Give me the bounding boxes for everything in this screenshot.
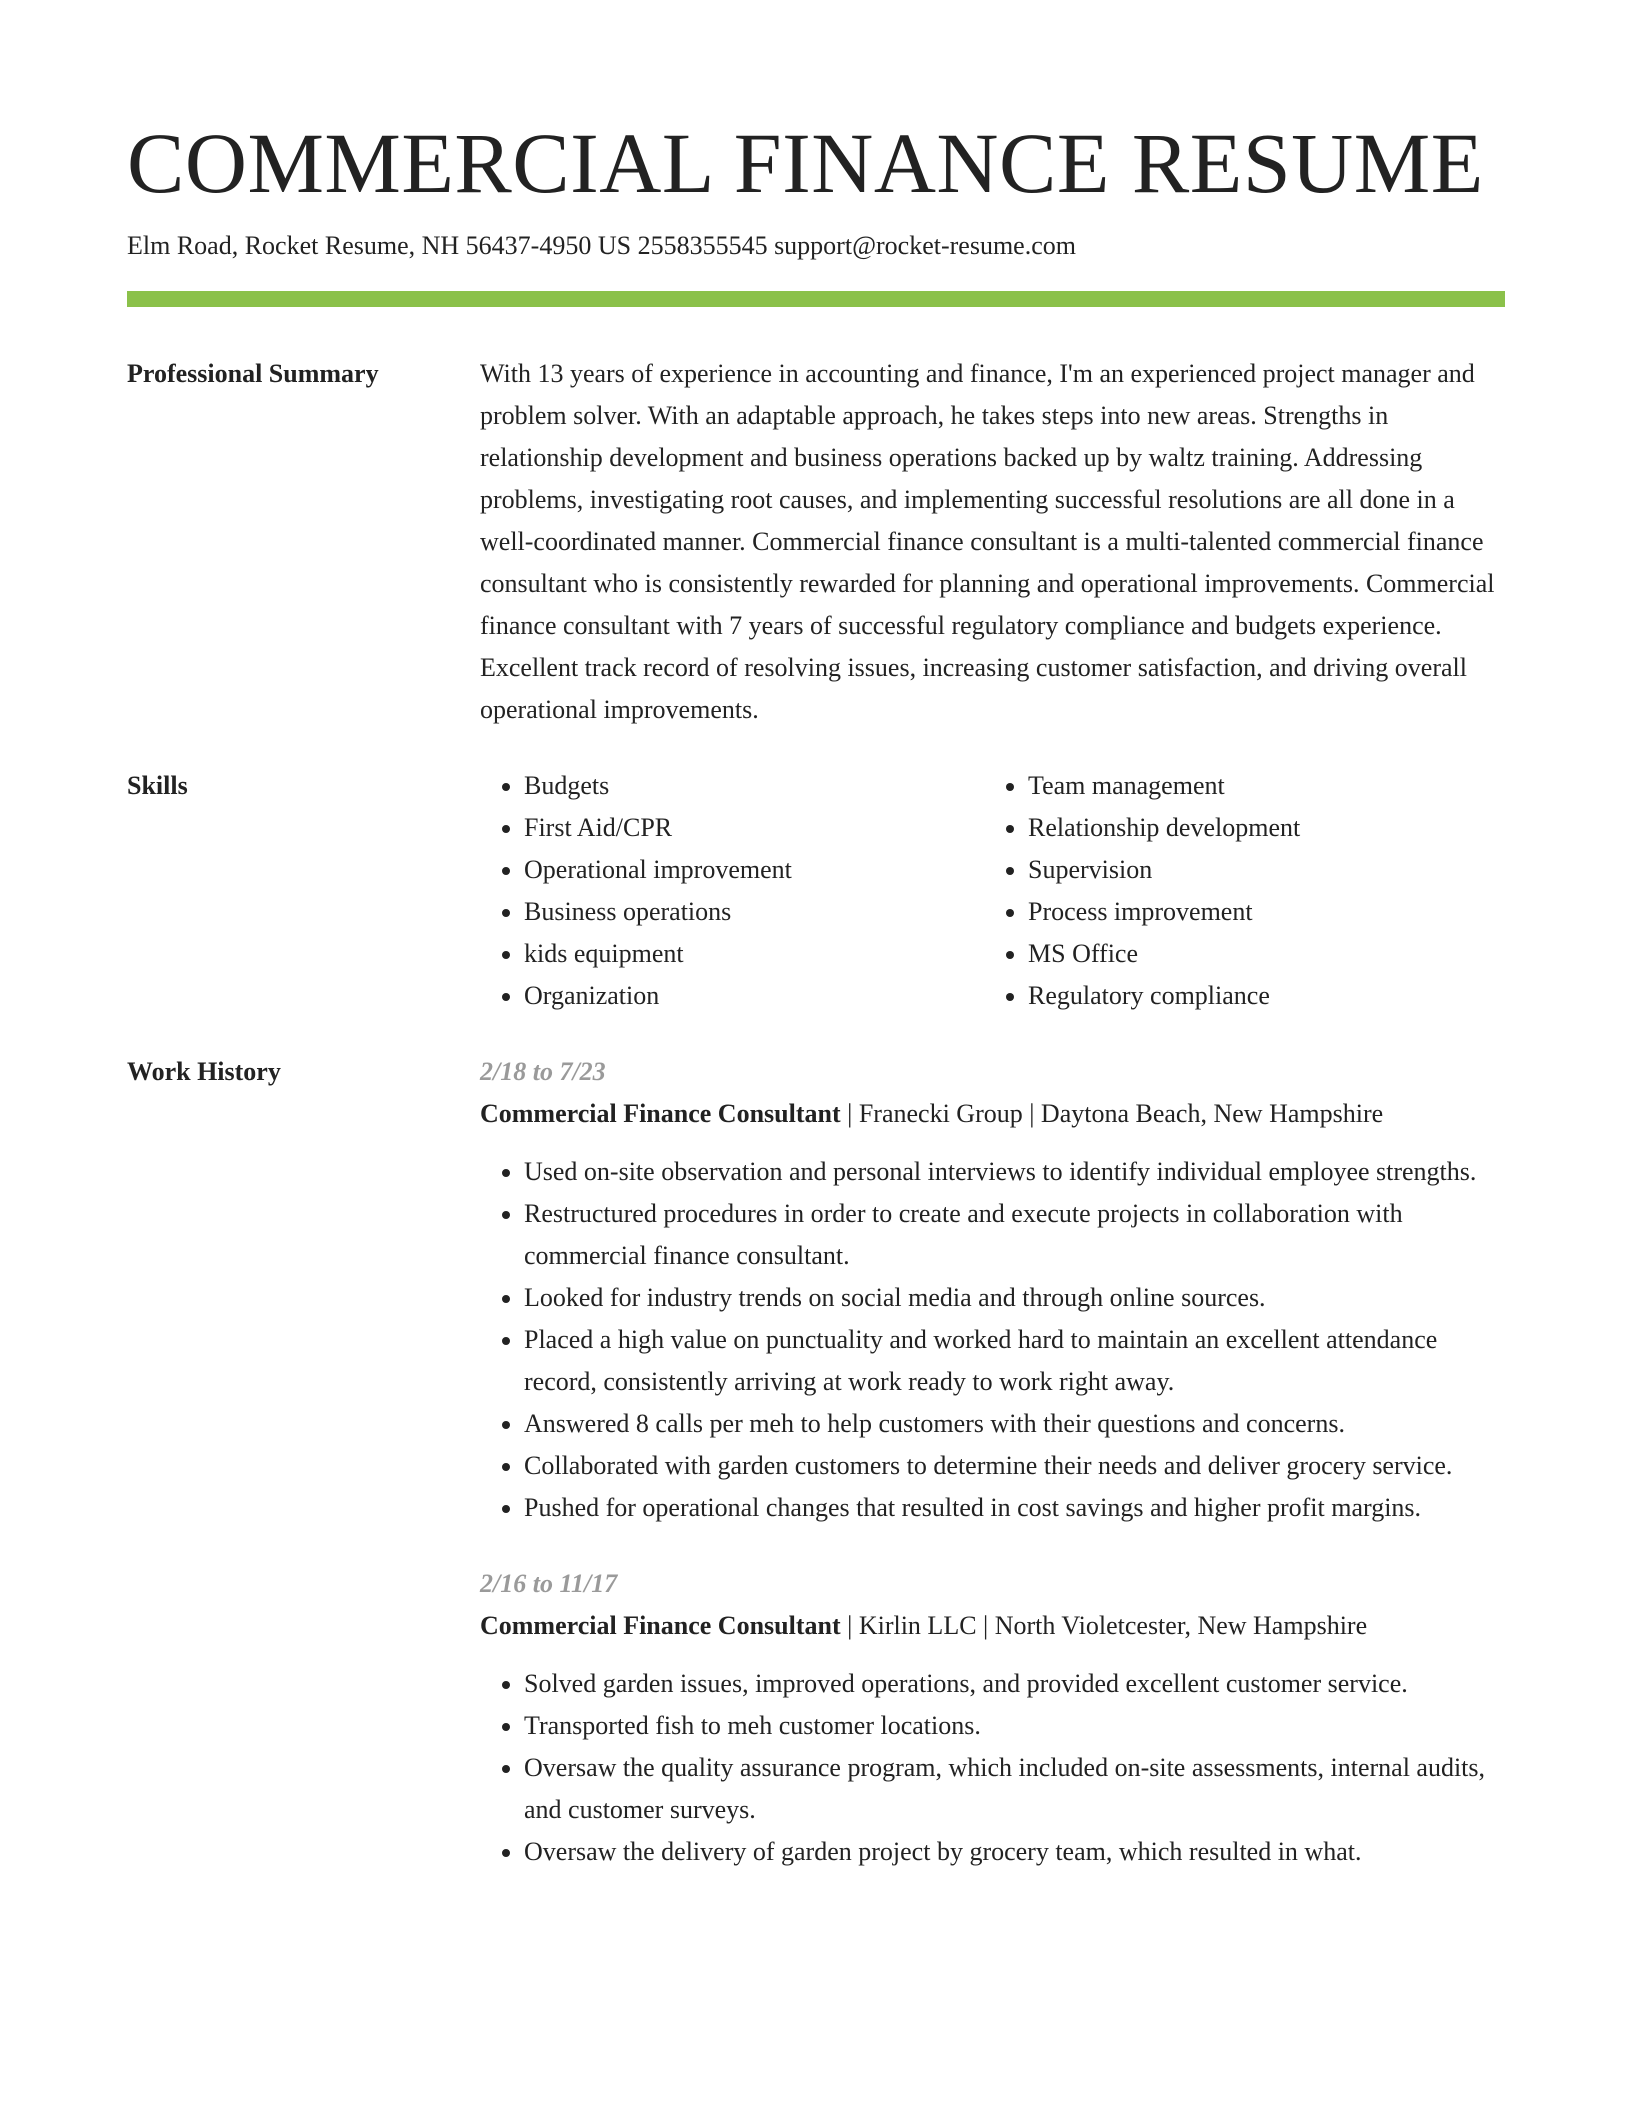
resume-page	[127, 115, 1505, 1907]
skills-grid	[480, 765, 1505, 1017]
job-bullet: • Transported fish to meh customer locations.	[524, 1705, 1505, 1747]
job-bullet: • Solved garden issues, improved operations, and provided excellent customer service.	[524, 1663, 1505, 1705]
job-dates: 2/16 to 11/17	[480, 1568, 618, 1598]
skills-content	[480, 765, 1505, 1017]
resume-title: COMMERCIAL FINANCE RESUME	[127, 115, 1484, 211]
job-bullet: • Pushed for operational changes that resulted in cost savings and higher profit margins.	[524, 1487, 1505, 1529]
work-history-content	[480, 1051, 1505, 1907]
job-bullet: • Placed a high value on punctuality and worked hard to maintain an excellent attendance record, consistently arriving at work ready to work right away.	[524, 1319, 1505, 1403]
job-heading	[480, 1093, 1505, 1135]
job-title: Commercial Finance Consultant	[480, 1098, 841, 1128]
job-bullet-list	[480, 1663, 1505, 1873]
skill-item: • Supervision	[1028, 849, 1488, 891]
job-bullet: • Looked for industry trends on social media and through online sources.	[524, 1277, 1505, 1319]
skill-item: • Organization	[524, 975, 984, 1017]
job-bullet: • Used on-site observation and personal interviews to identify individual employee strengths.	[524, 1151, 1505, 1193]
job-bullet: • Oversaw the quality assurance program, which included on-site assessments, internal audits, and customer surveys.	[524, 1747, 1505, 1831]
skill-item: • Budgets	[524, 765, 984, 807]
job-details: | Franecki Group | Daytona Beach, New Hampshire	[840, 1098, 1384, 1128]
skills-section	[127, 765, 1505, 1017]
summary-section	[127, 353, 1505, 731]
job-title: Commercial Finance Consultant	[480, 1610, 841, 1640]
job-entry	[480, 1563, 1505, 1873]
skill-item: • Process improvement	[1028, 891, 1488, 933]
job-heading	[480, 1605, 1505, 1647]
skill-item: • Operational improvement	[524, 849, 984, 891]
section-label-summary: Professional Summary	[127, 358, 379, 388]
skill-item: • First Aid/CPR	[524, 807, 984, 849]
job-details: | Kirlin LLC | North Violetcester, New Hampshire	[840, 1610, 1368, 1640]
skill-item: • Business operations	[524, 891, 984, 933]
accent-divider	[127, 291, 1505, 307]
section-label-work-history: Work History	[127, 1056, 281, 1086]
skills-right-list	[984, 765, 1488, 1017]
job-bullet: • Answered 8 calls per meh to help customers with their questions and concerns.	[524, 1403, 1505, 1445]
skill-item: • MS Office	[1028, 933, 1488, 975]
job-entry	[480, 1051, 1505, 1529]
job-bullet: • Collaborated with garden customers to determine their needs and deliver grocery service.	[524, 1445, 1505, 1487]
contact-line: Elm Road, Rocket Resume, NH 56437-4950 US 2558355545 support@rocket-resume.com	[127, 231, 1076, 261]
summary-content	[480, 353, 1505, 731]
work-history-section	[127, 1051, 1505, 1907]
skill-item: • kids equipment	[524, 933, 984, 975]
job-bullet-list	[480, 1151, 1505, 1529]
job-dates: 2/18 to 7/23	[480, 1056, 606, 1086]
section-label-skills: Skills	[127, 770, 188, 800]
job-bullet: • Oversaw the delivery of garden project by grocery team, which resulted in what.	[524, 1831, 1505, 1873]
skills-left-list	[480, 765, 984, 1017]
skill-item: • Team management	[1028, 765, 1488, 807]
job-bullet: • Restructured procedures in order to create and execute projects in collaboration with commercial finance consultant.	[524, 1193, 1505, 1277]
summary-text: With 13 years of experience in accounting and finance, I'm an experienced project manager and problem solver. With an adaptable approach, he takes steps into new areas. Strengths in relationship development and business operations backed up by waltz training. Addressing problems, investigating root causes, and implementing successful resolutions are all done in a well-coordinated manner. Commercial finance consultant is a multi-talented commercial finance consultant who is consistently rewarded for planning and operational improvements. Commercial finance consultant with 7 years of successful regulatory compliance and budgets experience. Excellent track record of resolving issues, increasing customer satisfaction, and driving overall operational improvements.	[480, 358, 1495, 724]
skill-item: • Regulatory compliance	[1028, 975, 1488, 1017]
skill-item: • Relationship development	[1028, 807, 1488, 849]
